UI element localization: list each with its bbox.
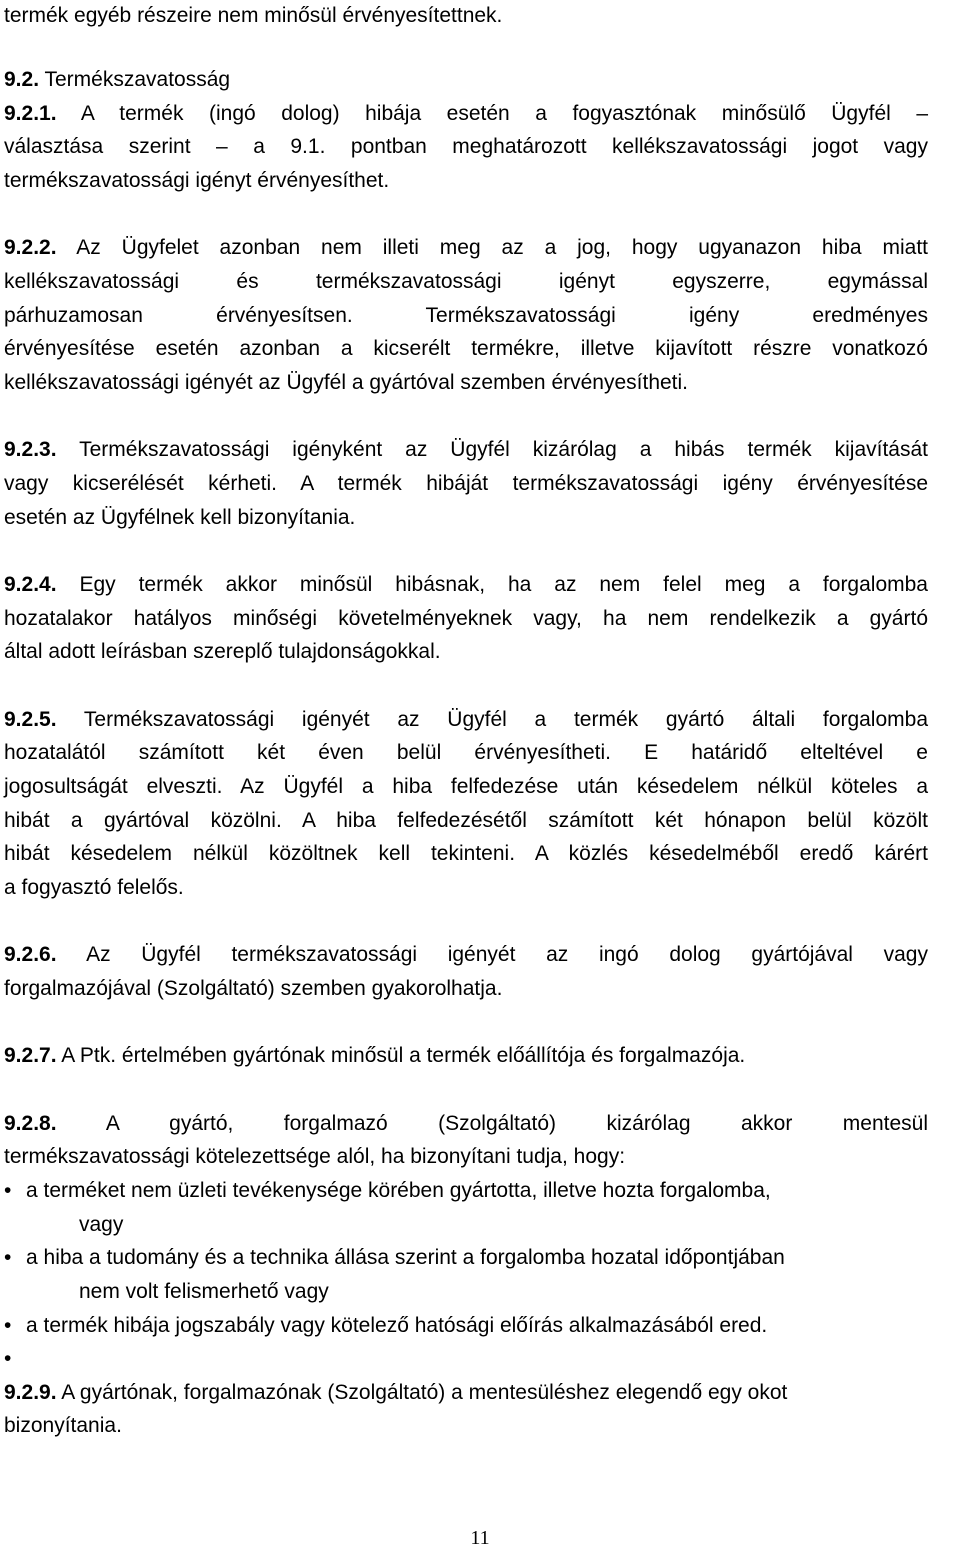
bullet-3-marker: • — [4, 1314, 12, 1337]
section-heading — [4, 67, 230, 93]
p924-line2: hozatalakor hatályos minőségi követelményeknek vagy, ha nem rendelkezik a gyártó — [4, 607, 928, 630]
p924-number: 9.2.4. — [4, 573, 57, 596]
p923-line1-text: Termékszavatossági igényként az Ügyfél kizárólag a hibás termék kijavítását — [79, 438, 928, 461]
bullet-1-line1: a terméket nem üzleti tevékenysége körében gyártotta, illetve hozta forgalomba, — [26, 1179, 771, 1202]
bullet-1-marker: • — [4, 1179, 12, 1202]
p922-number: 9.2.2. — [4, 236, 57, 259]
p926-line1 — [4, 942, 928, 968]
p927-line1-text: A Ptk. értelmében gyártónak minősül a termék előállítója és forgalmazója. — [61, 1044, 746, 1067]
p921-line1 — [4, 101, 928, 127]
p921-line2: választása szerint – a 9.1. pontban meghatározott kellékszavatossági jogot vagy — [4, 135, 928, 158]
p923-line3: esetén az Ügyfélnek kell bizonyítania. — [4, 506, 356, 529]
p927-number: 9.2.7. — [4, 1044, 57, 1067]
p922-line3: párhuzamosan érvényesítsen. Termékszavatossági igény eredményes — [4, 304, 928, 327]
p925-line3: jogosultságát elveszti. Az Ügyfél a hiba felfedezése után késedelem nélkül köteles a — [4, 775, 928, 798]
p921-line1-text: A termék (ingó dolog) hibája esetén a fogyasztónak minősülő Ügyfél – — [80, 102, 928, 125]
p926-line1-text: Az Ügyfél termékszavatossági igényét az ingó dolog gyártójával vagy — [86, 943, 928, 966]
p926-line2: forgalmazójával (Szolgáltató) szemben gyakorolhatja. — [4, 977, 503, 1000]
p924-line1 — [4, 572, 928, 598]
p925-line2: hozatalától számított két éven belül érvényesítheti. E határidő elteltével e — [4, 741, 928, 764]
section-number: 9.2. — [4, 68, 40, 91]
bullet-1-line2: vagy — [79, 1213, 124, 1236]
p925-line1-text: Termékszavatossági igényét az Ügyfél a termék gyártó általi forgalomba — [83, 708, 928, 731]
p926-number: 9.2.6. — [4, 943, 57, 966]
p928-line2: termékszavatossági kötelezettsége alól, ha bizonyítani tudja, hogy: — [4, 1145, 626, 1168]
p924-line3: által adott leírásban szereplő tulajdonságokkal. — [4, 640, 441, 663]
section-title: Termékszavatosság — [44, 68, 231, 91]
p925-line1 — [4, 707, 928, 733]
p928-number: 9.2.8. — [4, 1112, 57, 1135]
p924-line1-text: Egy termék akkor minősül hibásnak, ha az nem felel meg a forgalomba — [79, 573, 928, 596]
p928-line1-text: A gyártó, forgalmazó (Szolgáltató) kizárólag akkor mentesül — [105, 1112, 928, 1135]
p923-line2: vagy kicserélését kérheti. A termék hibáját termékszavatossági igény érvényesítése — [4, 472, 928, 495]
p929-line1-text: A gyártónak, forgalmazónak (Szolgáltató) a mentesüléshez elegendő egy okot — [61, 1381, 788, 1404]
p921-line3: termékszavatossági igényt érvényesíthet. — [4, 169, 390, 192]
bullet-2-marker: • — [4, 1246, 12, 1269]
bullet-4-marker: • — [4, 1347, 12, 1370]
p922-line1 — [4, 235, 928, 261]
p922-line2: kellékszavatossági és termékszavatossági igényt egyszerre, egymással — [4, 270, 928, 293]
p929-line1 — [4, 1380, 787, 1406]
p929-number: 9.2.9. — [4, 1381, 57, 1404]
p927-line1 — [4, 1043, 745, 1069]
bullet-3-line1: a termék hibája jogszabály vagy kötelező hatósági előírás alkalmazásából ered. — [26, 1314, 768, 1337]
p928-line1 — [4, 1111, 928, 1137]
p925-line6: a fogyasztó felelős. — [4, 876, 184, 899]
p923-line1 — [4, 437, 928, 463]
p923-number: 9.2.3. — [4, 438, 57, 461]
p925-number: 9.2.5. — [4, 708, 57, 731]
p925-line4: hibát a gyártóval közölni. A hiba felfedezésétől számított két hónapon belül közölt — [4, 809, 928, 832]
p922-line5: kellékszavatossági igényét az Ügyfél a gyártóval szemben érvényesítheti. — [4, 371, 689, 394]
p929-line2: bizonyítania. — [4, 1414, 122, 1437]
p922-line1-text: Az Ügyfelet azonban nem illeti meg az a jog, hogy ugyanazon hiba miatt — [76, 236, 928, 259]
bullet-2-line2: nem volt felismerhető vagy — [79, 1280, 329, 1303]
page-number: 11 — [470, 1527, 490, 1549]
bullet-2-line1: a hiba a tudomány és a technika állása szerint a forgalomba hozatal időpontjában — [26, 1246, 785, 1269]
p922-line4: érvényesítése esetén azonban a kicserélt termékre, illetve kijavított részre vonatkozó — [4, 337, 928, 360]
intro-tail: termék egyéb részeire nem minősül érvényesítettnek. — [4, 4, 503, 27]
p925-line5: hibát késedelem nélkül közöltnek kell tekinteni. A közlés késedelméből eredő kárért — [4, 842, 928, 865]
p921-number: 9.2.1. — [4, 102, 57, 125]
